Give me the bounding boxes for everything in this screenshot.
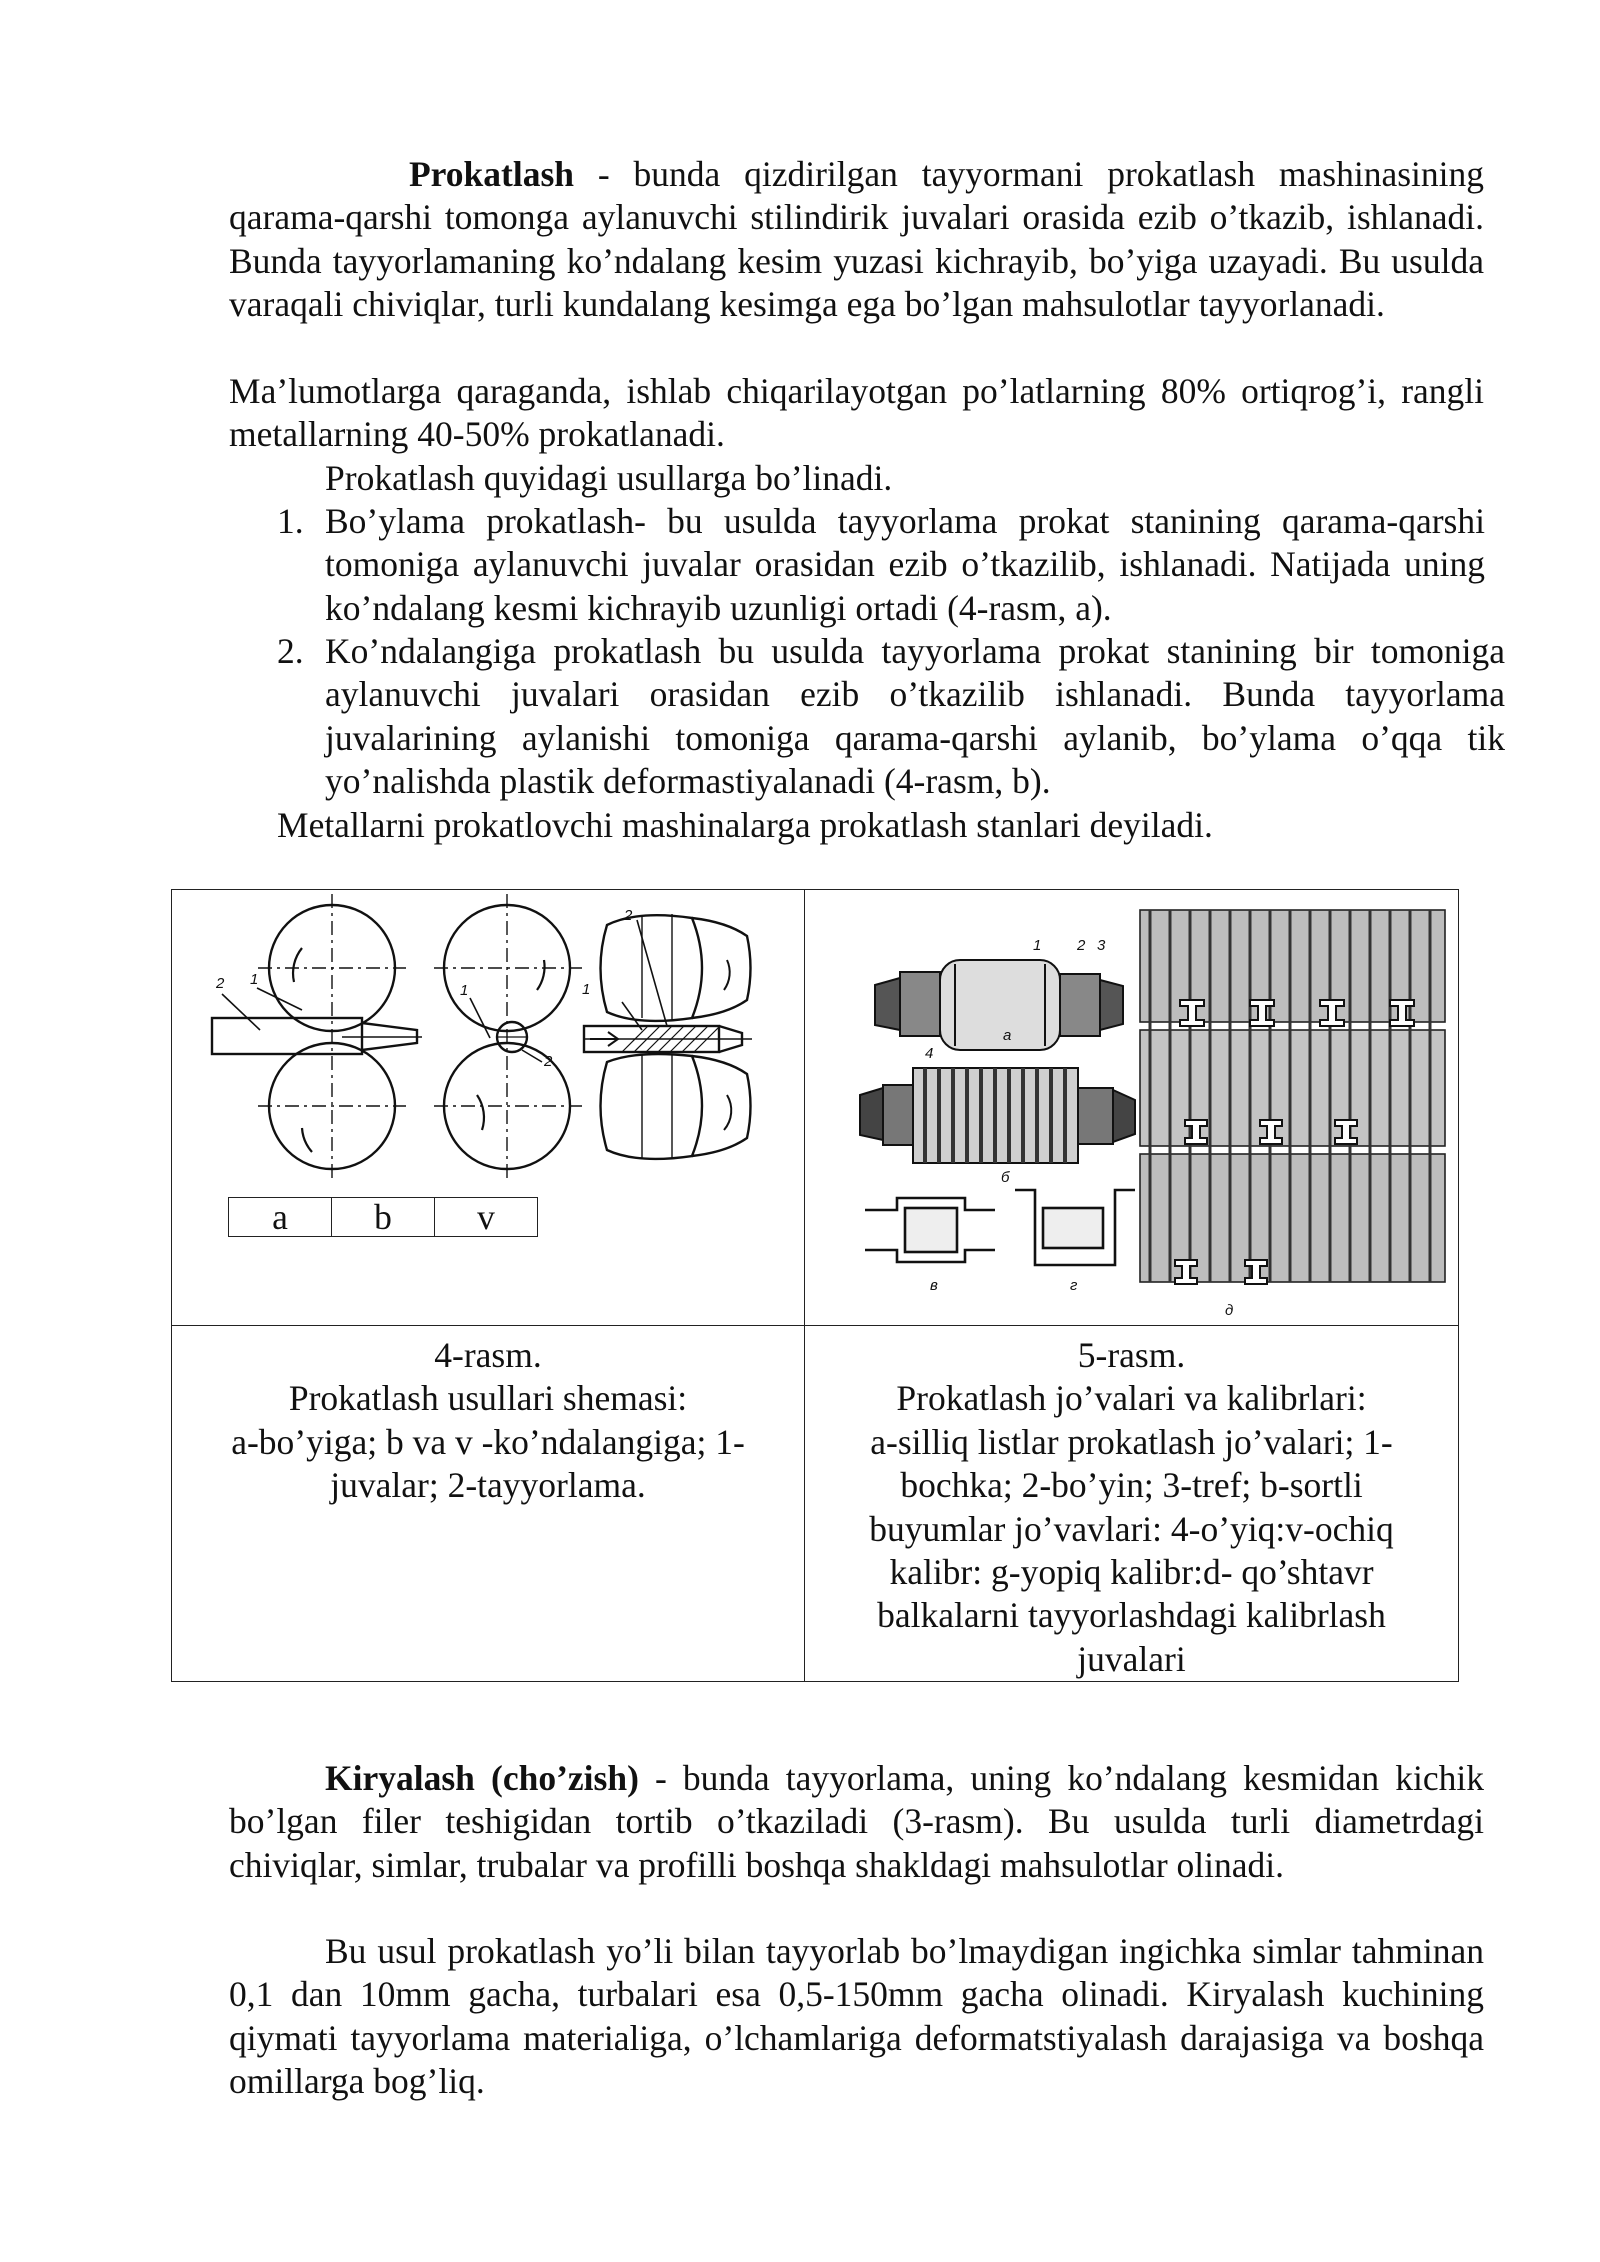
svg-text:г: г <box>1070 1277 1078 1294</box>
methods-intro: Prokatlash quyidagi usullarga bo’linadi. <box>325 458 893 498</box>
figure-4-caption-line: 4-rasm. <box>434 1335 542 1375</box>
figure-5-caption <box>805 1326 1458 1681</box>
figure-4-caption-line: Prokatlash usullari shemasi: <box>288 1378 688 1419</box>
figure-5-caption-line: juvalari <box>1077 1638 1186 1679</box>
scheme-label-a: a <box>229 1198 332 1237</box>
list-item-1 <box>325 500 1485 630</box>
figure-5-caption-line: bochka; 2-bo’yin; 3-tref; b-sortli <box>900 1465 1363 1506</box>
figure-5-caption-line: buyumlar jo’vavlari: 4-o’yiq:v-ochiq <box>869 1508 1394 1549</box>
figure-5-caption-line: a-silliq listlar prokatlash jo’valari; 1- <box>870 1421 1393 1462</box>
svg-text:б: б <box>1001 1169 1010 1186</box>
figure-4-cell <box>172 890 805 1326</box>
kiryalash-paragraph <box>229 1757 1484 1887</box>
figure-5-caption-line: kalibr: g-yopiq kalibr:d- qo’shtavr <box>889 1552 1374 1593</box>
i-beam-calibers-d <box>1140 910 1445 1284</box>
figure-5-caption-line: balkalarni tayyorlashdagi kalibrlash <box>877 1595 1386 1636</box>
rolling-scheme-diagram <box>172 890 805 1320</box>
svg-text:1: 1 <box>582 981 591 998</box>
figure-4-caption-cell <box>172 1326 805 1682</box>
figure-4-caption-line: a-bo’yiga; b va v -ko’ndalangiga; 1- <box>231 1421 745 1462</box>
svg-text:1: 1 <box>250 971 259 988</box>
smooth-roll-a <box>875 960 1123 1050</box>
figure-5-caption-line: 5-rasm. <box>1077 1335 1186 1375</box>
svg-text:д: д <box>1225 1302 1234 1319</box>
scheme-label-v: v <box>435 1198 538 1237</box>
figure-5-caption-cell <box>805 1326 1459 1682</box>
list-item-2-text: Ko’ndalangiga prokatlash bu usulda tayyorlama prokat stanining bir tomoniga aylanuvchi juvalari orasidan ezib o’tkazilib ishlanadi. Bunda tayyorlama juvalarining aylanishi tomoniga qarama-qarshi aylanib, bo’ylama o’qqa tik yo’nalishda plastik deformastiyalanadi (4-rasm, b). <box>325 631 1505 802</box>
list-item-2 <box>325 630 1505 804</box>
figure-5-cell <box>805 890 1459 1326</box>
svg-text:2: 2 <box>1077 937 1086 954</box>
list-item-1-number: 1. <box>277 501 304 541</box>
stanlar-sentence: Metallarni prokatlovchi mashinalarga prokatlash stanlari deyiladi. <box>277 805 1213 845</box>
intro-paragraph <box>229 153 1484 327</box>
svg-text:2: 2 <box>216 975 225 992</box>
stat-paragraph <box>229 370 1484 457</box>
svg-text:a: a <box>1003 1027 1012 1044</box>
svg-text:в: в <box>930 1277 938 1294</box>
scheme-labels-table <box>228 1197 538 1237</box>
svg-text:2: 2 <box>624 907 633 924</box>
kiryalash-paragraph-2 <box>229 1930 1484 2104</box>
closed-caliber-g <box>1015 1190 1135 1265</box>
roll-bottom-v <box>601 1054 703 1159</box>
svg-text:1: 1 <box>460 982 469 999</box>
svg-text:3: 3 <box>1097 937 1106 954</box>
figure-4-caption <box>172 1326 804 1508</box>
rolls-and-calibers-diagram <box>805 890 1459 1320</box>
term-prokatlash: Prokatlash <box>409 154 575 194</box>
svg-text:4: 4 <box>925 1045 934 1062</box>
figure-table <box>171 889 1459 1682</box>
figure-4-caption-line: juvalar; 2-tayyorlama. <box>330 1465 646 1506</box>
open-caliber-v <box>865 1198 995 1262</box>
figure-5-caption-line: Prokatlash jo’valari va kalibrlari: <box>896 1378 1367 1419</box>
grooved-roll-b <box>860 1068 1135 1163</box>
scheme-label-b: b <box>332 1198 435 1237</box>
list-item-2-number: 2. <box>277 631 304 671</box>
svg-text:1: 1 <box>1033 937 1042 954</box>
intro-text: - bunda qizdirilgan tayyormani prokatlash mashinasining qarama-qarshi tomonga aylanuvchi stilindirik juvalari orasida ezib o’tkazib, ishlanadi. Bunda tayyorlamaning ko’ndalang kesim yuzasi kichrayib, bo’yiga uzayadi. Bu usulda varaqali chiviqlar, turli kundalang kesimga ega bo’lgan mahsulotlar tayyorlanadi. <box>229 154 1484 325</box>
kiryalash-text-2: Bu usul prokatlash yo’li bilan tayyorlab bo’lmaydigan ingichka simlar tahminan 0,1 dan 10mm gacha, turbalari esa 0,5-150mm gacha olinadi. Kiryalash kuchining qiymati tayyorlama materialiga, o’lchamlariga deformatstiyalash darajasiga va boshqa omillarga bog’liq. <box>229 1931 1484 2102</box>
term-kiryalash: Kiryalash (cho’zish) <box>325 1758 639 1798</box>
kiryalash-text: - bunda tayyorlama, uning ko’ndalang kesmidan kichik bo’lgan filer teshigidan tortib o’tkaziladi (3-rasm). Bu usulda turli diametrdagi chiviqlar, simlar, trubalar va profilli boshqa shakldagi mahsulotlar olinadi. <box>229 1758 1484 1885</box>
svg-text:2: 2 <box>544 1053 553 1070</box>
workpiece-a <box>212 1018 362 1054</box>
list-item-1-text: Bo’ylama prokatlash- bu usulda tayyorlama prokat stanining qarama-qarshi tomoniga aylanuvchi juvalar orasidan ezib o’tkazilib, ishlanadi. Natijada uning ko’ndalang kesmi kichrayib uzunligi ortadi (4-rasm, a). <box>325 501 1485 628</box>
stat-text: Ma’lumotlarga qaraganda, ishlab chiqarilayotgan po’latlarning 80% ortiqrog’i, rangli metallarning 40-50% prokatlanadi. <box>229 371 1484 455</box>
